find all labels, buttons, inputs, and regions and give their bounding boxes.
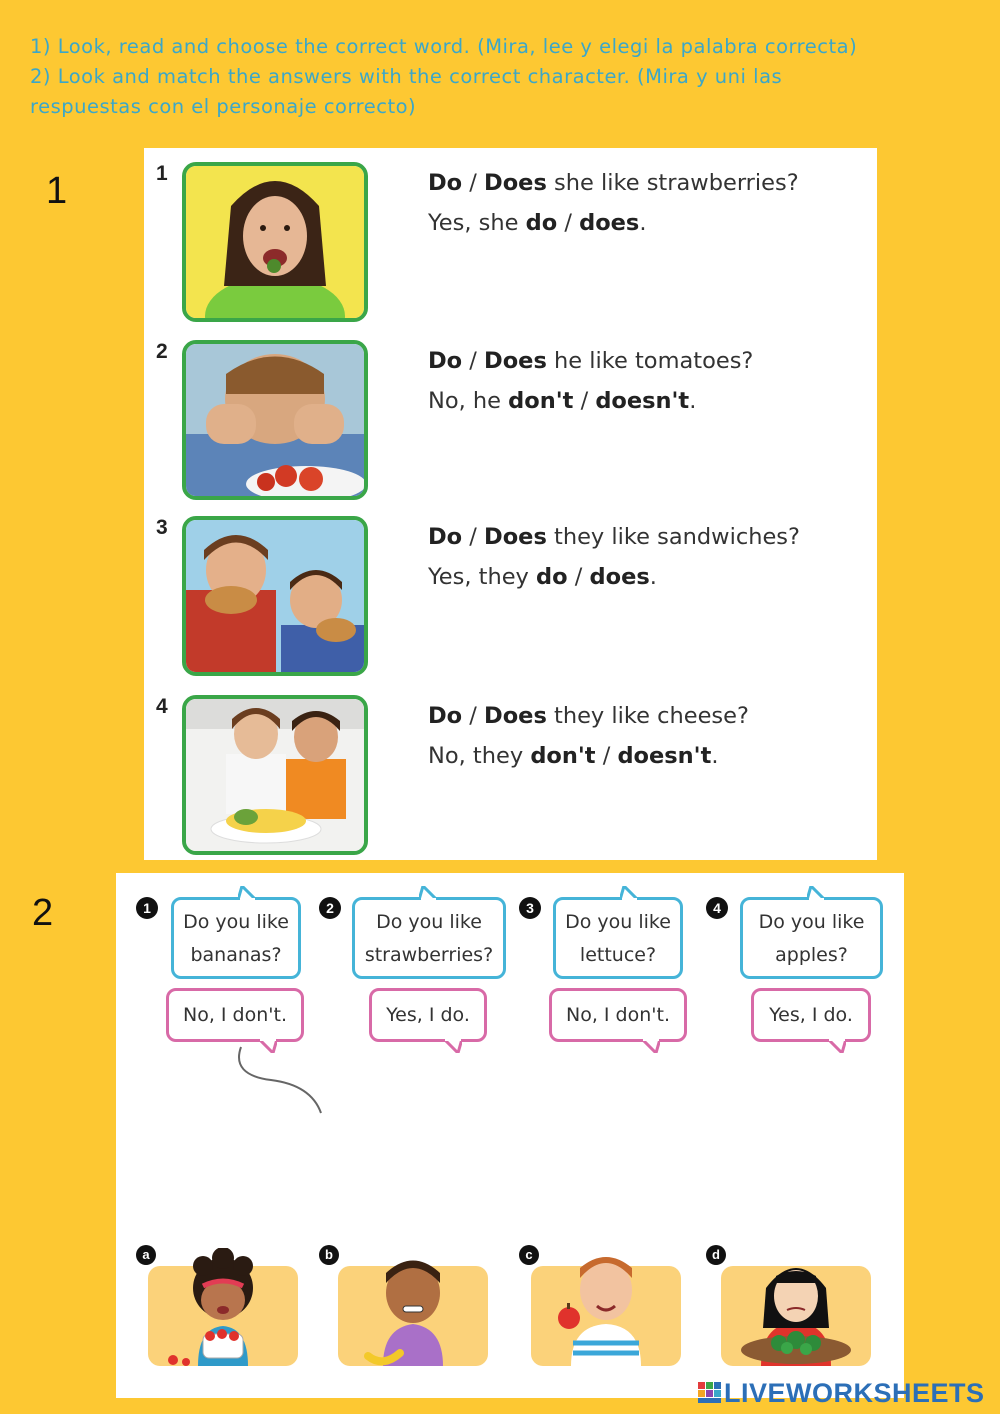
question-text: Do / Does he like tomatoes? (428, 348, 754, 374)
liveworksheets-logo-icon (698, 1382, 722, 1404)
exercise-1-panel (144, 148, 877, 860)
question-bubble: Do you like lettuce? (553, 897, 683, 979)
answer-bubble[interactable]: No, I don't. (549, 988, 687, 1042)
option-does[interactable]: Does (484, 703, 547, 729)
option-does[interactable]: does (579, 210, 640, 236)
question-number: 1 (136, 897, 158, 919)
brand-name: LIVEWORKSHEETS (724, 1378, 985, 1408)
instruction-line-1: 1) Look, read and choose the correct word. (Mira, lee y elegi la palabra correcta) (30, 35, 858, 58)
instructions (30, 32, 980, 122)
exercise-2-panel (116, 873, 904, 1398)
answer-text: Yes, she do / does. (428, 210, 647, 236)
answer-bubble[interactable]: Yes, I do. (369, 988, 487, 1042)
section-2-number: 2 (32, 892, 54, 934)
section-1-number: 1 (46, 170, 68, 212)
instruction-line-2: 2) Look and match the answers with the correct character. (Mira y uni las (30, 65, 783, 88)
question-number: 3 (519, 897, 541, 919)
character-label: a (136, 1245, 156, 1265)
question-number: 2 (319, 897, 341, 919)
example-match-line (231, 1045, 331, 1115)
question-bubble: Do you like strawberries? (352, 897, 506, 979)
character-label: b (319, 1245, 339, 1265)
answer-bubble[interactable]: Yes, I do. (751, 988, 871, 1042)
option-does[interactable]: Does (484, 524, 547, 550)
question-text: Do / Does they like cheese? (428, 703, 749, 729)
question-bubble: Do you like bananas? (171, 897, 301, 979)
kids-refusing-cheese-photo (182, 695, 368, 855)
option-dont[interactable]: don't (530, 743, 596, 769)
character-d-girl-lettuce[interactable] (721, 1248, 871, 1366)
character-c-boy-apple[interactable] (531, 1248, 681, 1366)
character-label: c (519, 1245, 539, 1265)
character-b-boy-banana[interactable] (338, 1248, 488, 1366)
girl-eating-strawberry-photo (182, 162, 368, 322)
item-number: 4 (156, 695, 168, 718)
item-number: 1 (156, 162, 168, 185)
option-doesnt[interactable]: doesn't (595, 388, 690, 414)
option-do[interactable]: Do (428, 703, 463, 729)
option-do[interactable]: Do (428, 348, 463, 374)
answer-text: No, he don't / doesn't. (428, 388, 697, 414)
question-bubble: Do you like apples? (740, 897, 883, 979)
option-do[interactable]: do (525, 210, 558, 236)
answer-bubble[interactable]: No, I don't. (166, 988, 304, 1042)
item-number: 2 (156, 340, 168, 363)
question-text: Do / Does they like sandwiches? (428, 524, 800, 550)
option-do[interactable]: do (536, 564, 568, 590)
kids-eating-sandwiches-photo (182, 516, 368, 676)
option-dont[interactable]: don't (508, 388, 574, 414)
exercise-1-item (144, 326, 877, 491)
question-number: 4 (706, 897, 728, 919)
option-does[interactable]: Does (484, 170, 547, 196)
instruction-line-3: respuestas con el personaje correcto) (30, 95, 417, 118)
option-do[interactable]: Do (428, 170, 463, 196)
option-do[interactable]: Do (428, 524, 463, 550)
exercise-1-item (144, 148, 877, 313)
option-does[interactable]: does (589, 564, 650, 590)
character-a-girl-strawberries[interactable] (148, 1248, 298, 1366)
item-number: 3 (156, 516, 168, 539)
exercise-1-item (144, 681, 877, 846)
exercise-1-item (144, 502, 877, 667)
boy-with-tomatoes-photo (182, 340, 368, 500)
option-doesnt[interactable]: doesn't (617, 743, 712, 769)
question-text: Do / Does she like strawberries? (428, 170, 799, 196)
character-label: d (706, 1245, 726, 1265)
answer-text: No, they don't / doesn't. (428, 743, 719, 769)
answer-text: Yes, they do / does. (428, 564, 657, 590)
option-does[interactable]: Does (484, 348, 547, 374)
